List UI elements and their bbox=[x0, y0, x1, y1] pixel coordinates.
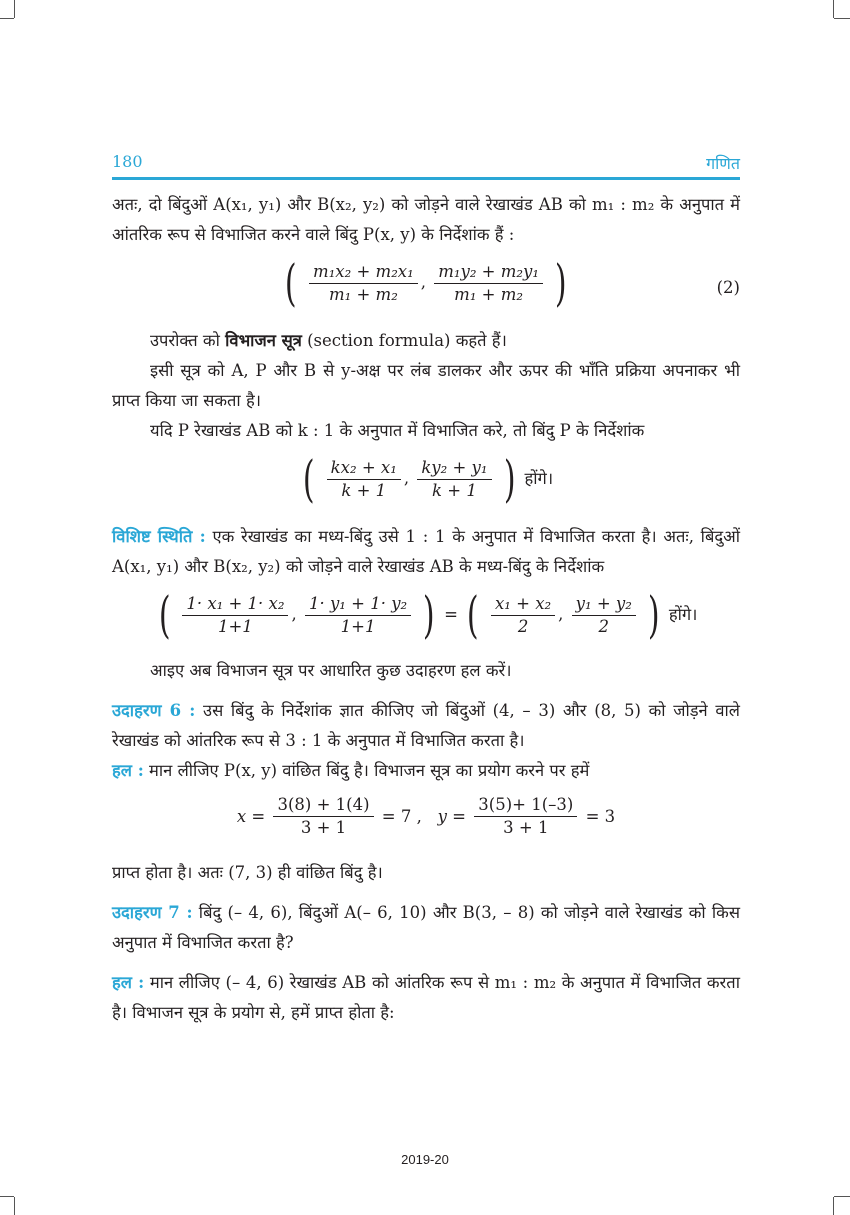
example-6: उदाहरण 6 : उस बिंदु के निर्देशांक ज्ञात कीजिए जो बिंदुओं (4, – 3) और (8, 5) को जोड़ने वाले रेखाखंड को आंतरिक रूप से 3 : 1 के अनुपात में विभाजित करता है। bbox=[112, 701, 740, 750]
fraction: $\frac{\text{kx₂ + x₁}}{k + 1}$ bbox=[327, 457, 401, 502]
fraction: $\frac{3(8) + 1(4)}{3 + 1}$ bbox=[273, 794, 373, 839]
crop-mark bbox=[0, 18, 14, 19]
page-footer: 2019-20 bbox=[401, 1152, 449, 1167]
section-formula: ( $\frac{\text{m₁x₂ + m₂x₁}}{\text{m₁ + m₂}}$ , $\frac{\text{m₁y₂ + m₂y₁}}{\text{m₁ + m₂}}$ ) (2) bbox=[285, 254, 740, 312]
crop-mark bbox=[14, 1197, 15, 1215]
fraction: $\frac{\text{1· y₁ + 1· y₂}}{1+1}$ bbox=[305, 593, 411, 638]
fraction: $\frac{\text{ky₂ + y₁}}{k + 1}$ bbox=[417, 457, 491, 502]
fraction: $\frac{\text{1· x₁ + 1· x₂}}{1+1}$ bbox=[182, 593, 288, 638]
special-case-label: विशिष्ट स्थिति : bbox=[112, 527, 206, 546]
paragraph-special-case: विशिष्ट स्थिति : एक रेखाखंड का मध्य-बिंदु उसे 1 : 1 के अनुपात में विभाजित करता है। अतः, बिंदुओं A(x₁, y₁) और B(x₂, y₂) को जोड़ने वाले रेखाखंड AB के मध्य-बिंदु के निर्देशांक bbox=[112, 527, 740, 576]
paragraph-solution-6-result: प्राप्त होता है। अतः (7, 3) ही वांछित बिंदु है। bbox=[112, 863, 383, 882]
solution-6: हल : मान लीजिए P(x, y) वांछित बिंदु है। विभाजन सूत्र का प्रयोग करने पर हमें bbox=[112, 761, 590, 780]
solution-label: हल : bbox=[112, 761, 144, 780]
crop-mark bbox=[834, 1196, 850, 1197]
crop-mark bbox=[14, 0, 15, 18]
example-7: उदाहरण 7 : बिंदु (– 4, 6), बिंदुओं A(– 6, 10) और B(3, – 8) को जोड़ने वाले रेखाखंड को किस अनुपात में विभाजित करता है? bbox=[112, 903, 740, 952]
paragraph-derivation: इसी सूत्र को A, P और B से y-अक्ष पर लंब डालकर और ऊपर की भाँति प्रक्रिया अपनाकर भी प्राप्त किया जा सकता है। bbox=[112, 361, 740, 410]
crop-mark bbox=[834, 18, 850, 19]
page-content bbox=[112, 190, 740, 1028]
page-header bbox=[112, 152, 740, 178]
equation-number: (2) bbox=[716, 278, 740, 297]
term-bold: विभाजन सूत्र bbox=[225, 331, 302, 350]
example-label: उदाहरण 7 : bbox=[112, 903, 193, 922]
fraction: $\frac{\text{y₁ + y₂}}{2}$ bbox=[572, 593, 636, 638]
paragraph-ratio-k: यदि P रेखाखंड AB को k : 1 के अनुपात में विभाजित करे, तो बिंदु P के निर्देशांक bbox=[150, 421, 645, 440]
header-rule bbox=[112, 177, 740, 180]
paragraph-intro: अतः, दो बिंदुओं A(x₁, y₁) और B(x₂, y₂) को जोड़ने वाले रेखाखंड AB को m₁ : m₂ के अनुपात में आंतरिक रूप से विभाजित करने वाले बिंदु P(x, y) के निर्देशांक हैं : bbox=[112, 195, 740, 244]
ratio-k-formula: ( $\frac{\text{kx₂ + x₁}}{k + 1}$ , $\frac{\text{ky₂ + y₁}}{k + 1}$ ) होंगे। bbox=[302, 450, 554, 508]
midpoint-formula: ( $\frac{\text{1· x₁ + 1· x₂}}{1+1}$ , $\frac{\text{1· y₁ + 1· y₂}}{1+1}$ ) = ( $\frac{\text{x₁ + x₂}}{2}$ , $\frac{\text{y₁ + y₂}}{2}$ ) होंगे। bbox=[158, 586, 698, 644]
crop-mark bbox=[0, 1196, 14, 1197]
page-number: 180 bbox=[112, 152, 143, 171]
fraction: $\frac{\text{m₁x₂ + m₂x₁}}{\text{m₁ + m₂}}$ bbox=[309, 261, 418, 306]
example-label: उदाहरण 6 : bbox=[112, 701, 196, 720]
solution-label: हल : bbox=[112, 973, 145, 992]
paragraph-examples-intro: आइए अब विभाजन सूत्र पर आधारित कुछ उदाहरण हल करें। bbox=[150, 661, 512, 680]
solution-7: हल : मान लीजिए (– 4, 6) रेखाखंड AB को आंतरिक रूप से m₁ : m₂ के अनुपात में विभाजित करता है। विभाजन सूत्र के प्रयोग से, हमें प्राप्त होता है: bbox=[112, 973, 740, 1022]
crop-mark bbox=[833, 0, 834, 18]
crop-mark bbox=[833, 1197, 834, 1215]
fraction: $\frac{3(5)+ 1(-3)}{3 + 1}$ bbox=[474, 794, 577, 839]
fraction: $\frac{\text{m₁y₂ + m₂y₁}}{\text{m₁ + m₂}}$ bbox=[434, 261, 543, 306]
solution-6-formula: x = $\frac{3(8) + 1(4)}{3 + 1}$ = 7 , y = $\frac{3(5)+ 1(-3)}{3 + 1}$ = 3 bbox=[236, 795, 616, 837]
fraction: $\frac{\text{x₁ + x₂}}{2}$ bbox=[491, 593, 555, 638]
paragraph-section-formula: उपरोक्त को विभाजन सूत्र (section formula) कहते हैं। bbox=[150, 331, 507, 350]
subject-title: गणित bbox=[706, 154, 740, 173]
